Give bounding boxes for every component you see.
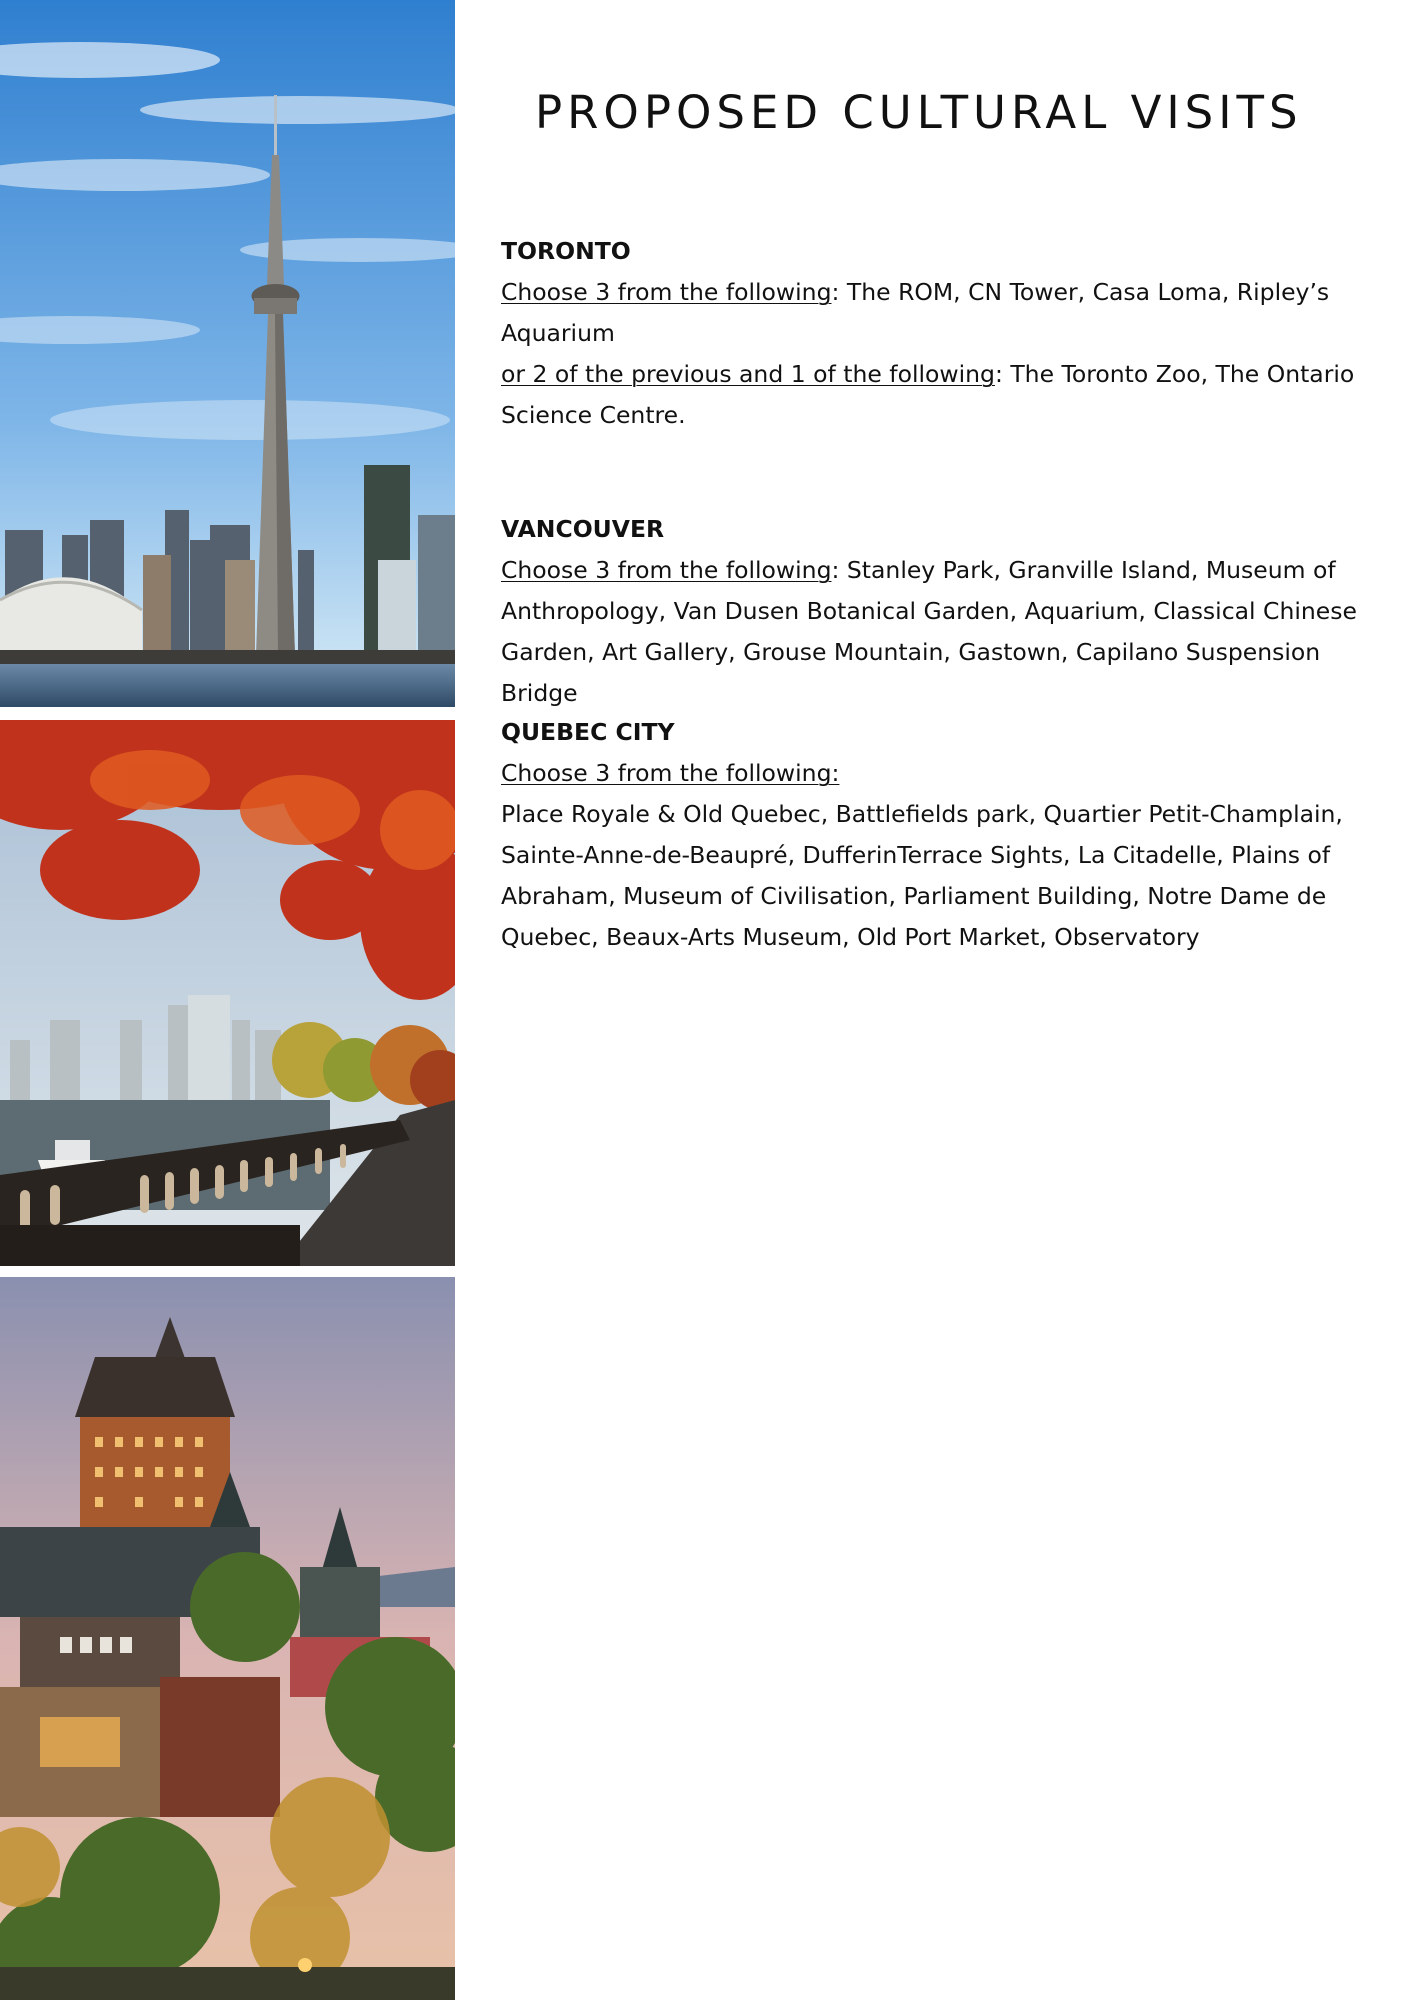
alt-items: : The Toronto Zoo, The Ontario Science Centre. — [501, 360, 1355, 429]
quebec-city-photo — [0, 1277, 455, 2000]
choose-line — [501, 753, 1381, 794]
vancouver-seawall-photo — [0, 720, 455, 1266]
page-title: PROPOSED CULTURAL VISITS — [535, 86, 1303, 139]
choose-items: : Stanley Park, Granville Island, Museum of Anthropology, Van Dusen Botanical Garden, Aquarium, Classical Chinese Garden, Art Gallery, Grouse Mountain, Gastown, Capilano Suspension Bridge — [501, 556, 1357, 707]
city-heading: VANCOUVER — [501, 515, 665, 543]
choose-line — [501, 550, 1381, 714]
choose-line — [501, 272, 1381, 354]
city-heading: QUEBEC CITY — [501, 718, 675, 746]
section-quebec-city — [501, 712, 1381, 958]
toronto-skyline-photo — [0, 0, 455, 707]
city-heading: TORONTO — [501, 237, 631, 265]
photo-column — [0, 0, 455, 2000]
choose-label: Choose 3 from the following — [501, 278, 832, 306]
choose-items: Place Royale & Old Quebec, Battlefields park, Quartier Petit-Champlain, Sainte-Anne-de-Beaupré, DufferinTerrace Sights, La Citadelle, Plains of Abraham, Museum of Civilisation, Parliament Building, Notre Dame de Quebec, Beaux-Arts Museum, Old Port Market, Observatory — [501, 800, 1343, 951]
alt-label: or 2 of the previous and 1 of the following — [501, 360, 995, 388]
choose-label: Choose 3 from the following: — [501, 759, 840, 787]
section-toronto — [501, 231, 1381, 436]
choose-items: : The ROM, CN Tower, Casa Loma, Ripley’s Aquarium — [501, 278, 1330, 347]
section-vancouver — [501, 509, 1381, 714]
choose-label: Choose 3 from the following — [501, 556, 832, 584]
alt-line — [501, 354, 1381, 436]
